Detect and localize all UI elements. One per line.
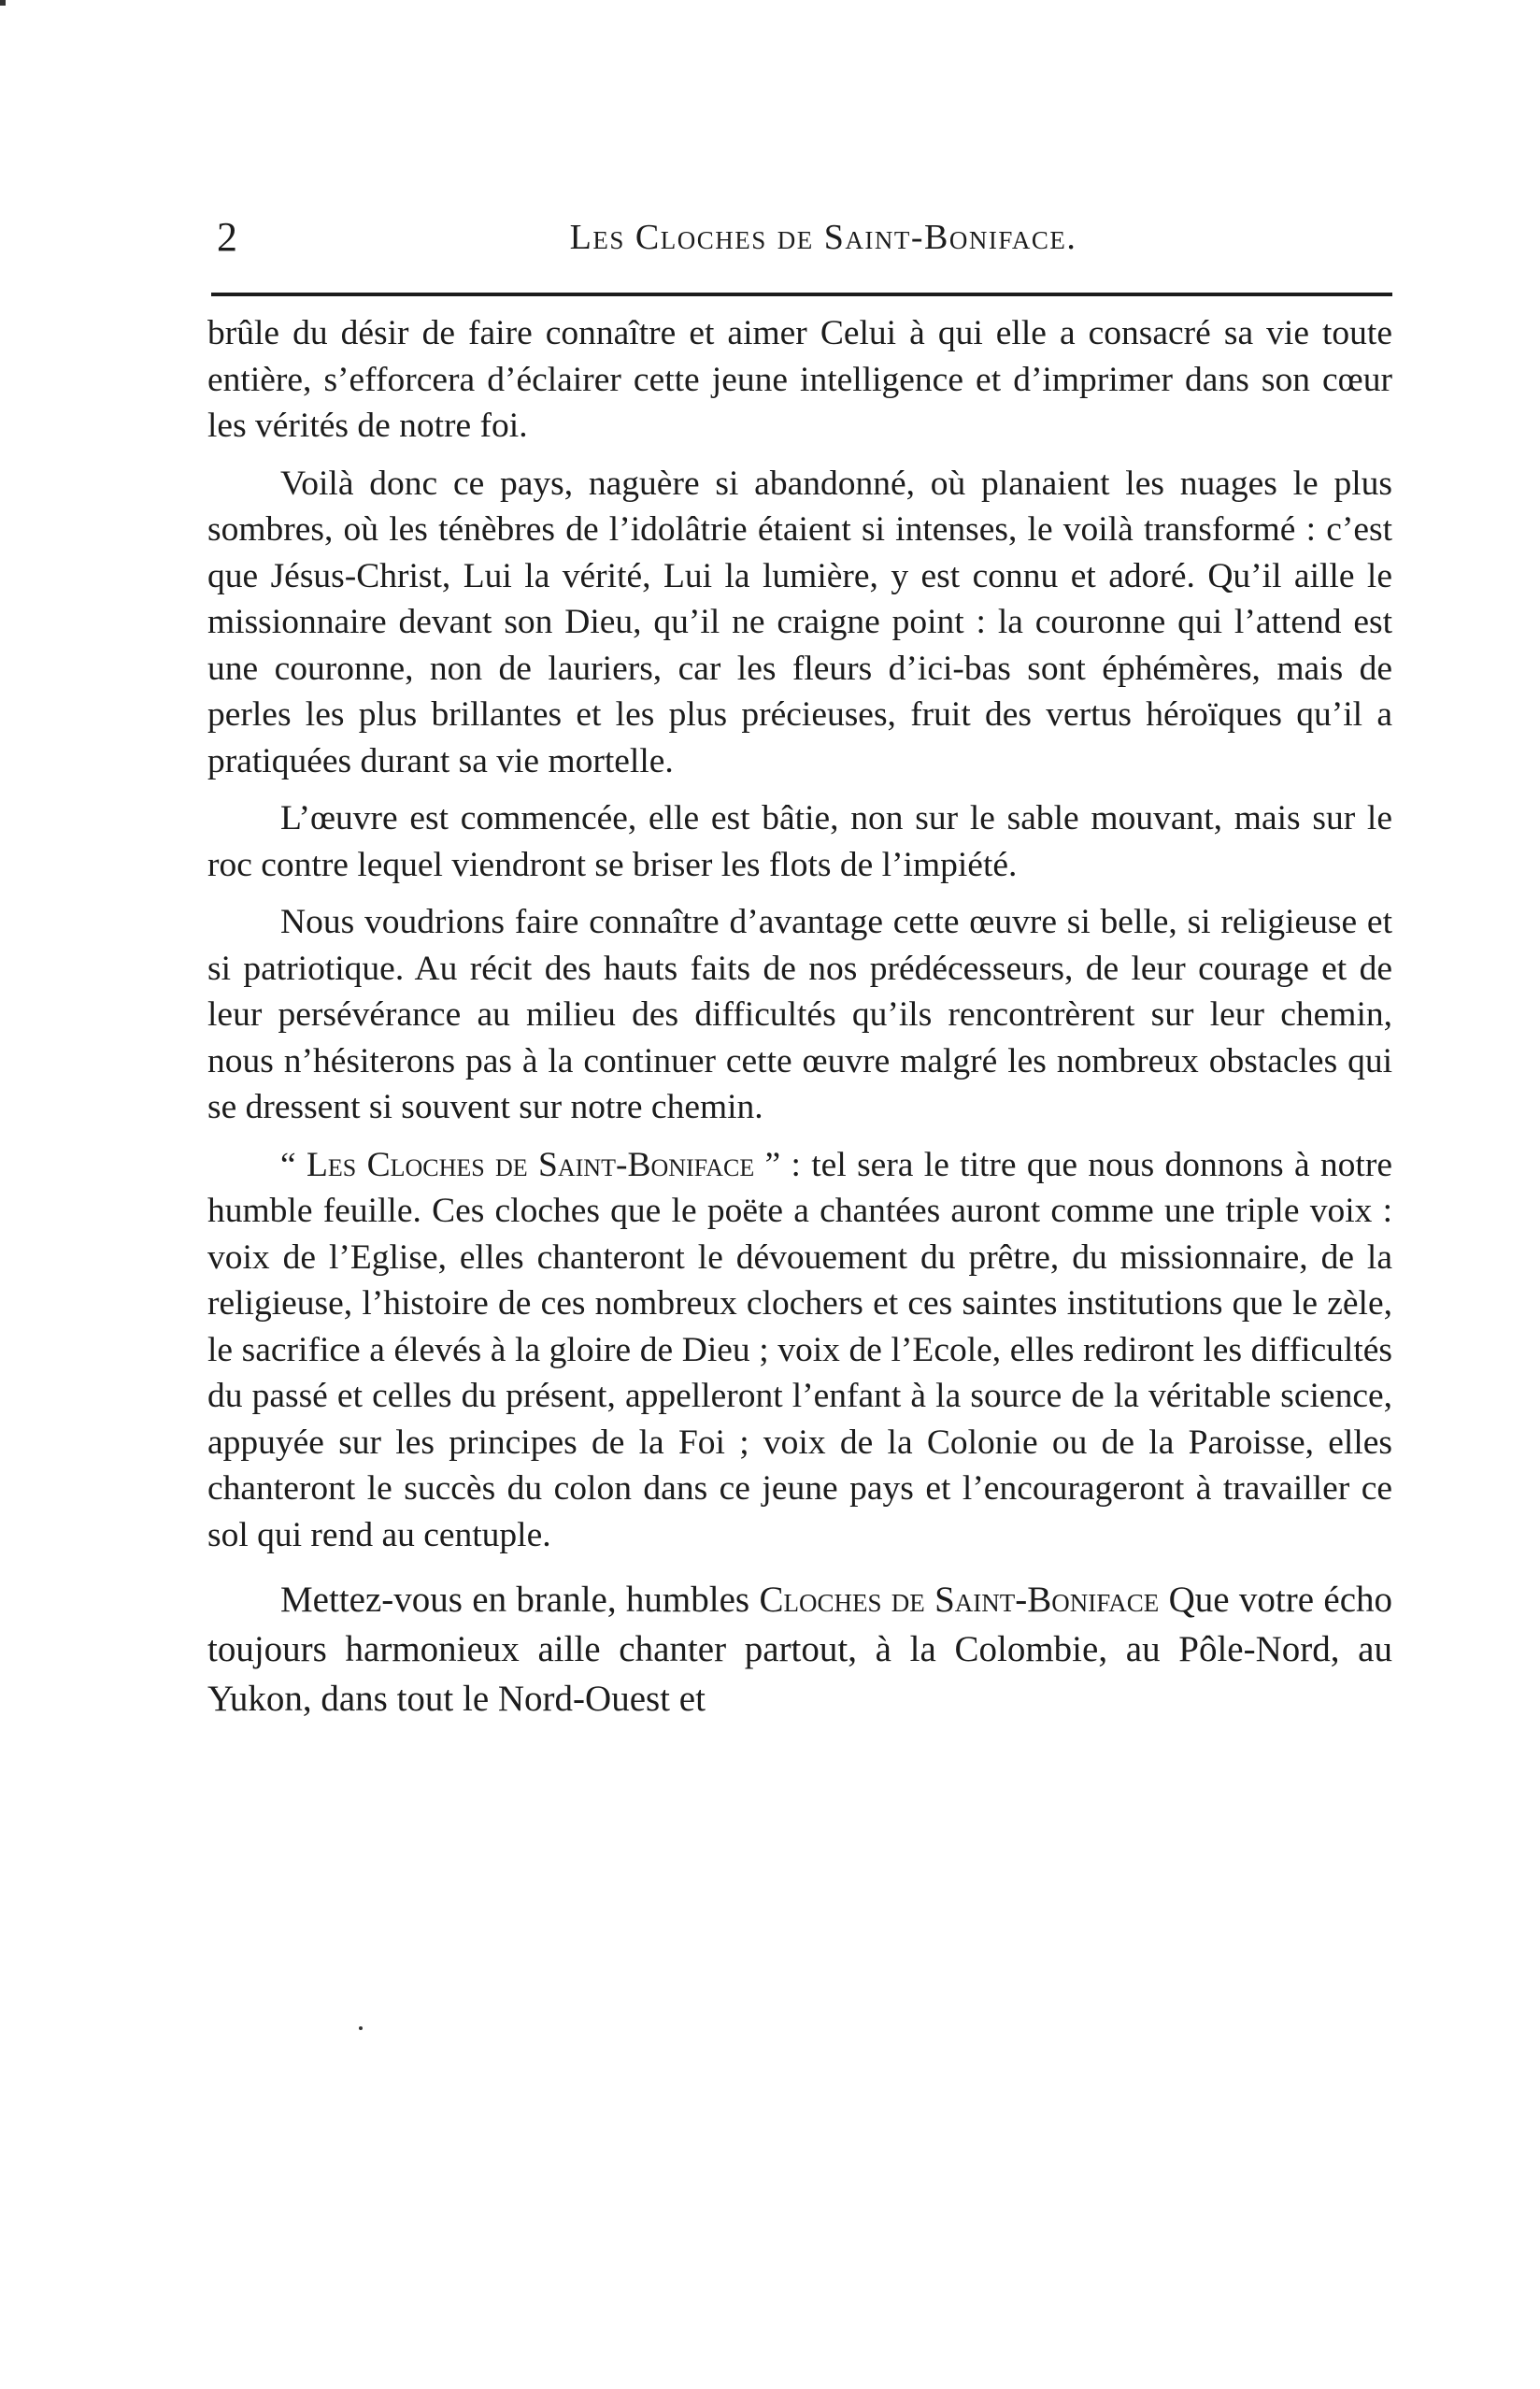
paragraph-6	[207, 1575, 1392, 1724]
paragraph-6-text-after: Que votre écho toujours harmonieux aille chanter partout, à la Colombie, au Pôle-Nord, au Yukon, dans tout le Nord-Ouest et	[207, 1580, 1392, 1719]
body-text	[207, 310, 1392, 1735]
running-title: Les Cloches de Saint-Boniface.	[569, 218, 1077, 257]
paragraph-4: Nous voudrions faire connaître d’avantage cette œuvre si belle, si religieuse et si patriotique. Au récit des hauts faits de nos prédécesseurs, de leur courage et de leur persévérance au milieu des difficultés qu’ils rencontrèrent sur leur chemin, nous n’hésiterons pas à la continuer cette œuvre malgré les nombreux obstacles qui se dressent si souvent sur notre chemin.	[207, 903, 1392, 1126]
paragraph-1: brûle du désir de faire connaître et aimer Celui à qui elle a consacré sa vie toute entière, s’efforcera d’éclairer cette jeune intelligence et d’imprimer dans son cœur les vérités de notre foi.	[207, 314, 1392, 445]
page-number: 2	[217, 214, 237, 260]
publication-title-2: Cloches de Saint-Boniface	[759, 1580, 1160, 1620]
paragraph-3: L’œuvre est commencée, elle est bâtie, non sur le sable mouvant, mais sur le roc contre lequel viendront se briser les flots de l’impiété.	[207, 799, 1392, 884]
quote-close: ”	[754, 1145, 781, 1184]
ink-speck	[359, 2026, 363, 2030]
header-rule	[211, 293, 1392, 296]
ink-speck	[0, 0, 6, 6]
paragraph-2: Voilà donc ce pays, naguère si abandonné, où planaient les nuages le plus sombres, où les ténèbres de l’idolâtrie étaient si intenses, le voilà transformé : c’est que Jésus-Christ, Lui la vérité, Lui la lumière, y est connu et adoré. Qu’il aille le missionnaire devant son Dieu, qu’il ne craigne point : la couronne qui l’attend est une couronne, non de lauriers, car les fleurs d’ici-bas sont éphémères, mais de perles les plus brillantes et les plus précieuses, fruit des vertus héroïques qu’il a pratiquées durant sa vie mortelle.	[207, 464, 1392, 780]
paragraph-5	[207, 1142, 1392, 1559]
publication-title: Les Cloches de Saint-Boniface	[306, 1145, 755, 1184]
page-header	[217, 213, 1392, 269]
paragraph-6-text-before: Mettez-vous en branle, humbles	[280, 1580, 760, 1620]
quote-open: “	[280, 1145, 307, 1184]
paragraph-5-text: : tel sera le titre que nous donnons à notre humble feuille. Ces cloches que le poëte a chantées auront comme une triple voix : voix de l’Eglise, elles chanteront le dévouement du prêtre, du missionnaire, de la religieuse, l’histoire de ces nombreux clochers et ces saintes institutions que le zèle, le sacrifice a élevés à la gloire de Dieu ; voix de l’Ecole, elles rediront les difficultés du passé et celles du présent, appelleront l’enfant à la source de la véritable science, appuyée sur les principes de la Foi ; voix de la Colonie ou de la Paroisse, elles chanteront le succès du colon dans ce jeune pays et l’encourageront à travailler ce sol qui rend au centuple.	[207, 1145, 1392, 1554]
